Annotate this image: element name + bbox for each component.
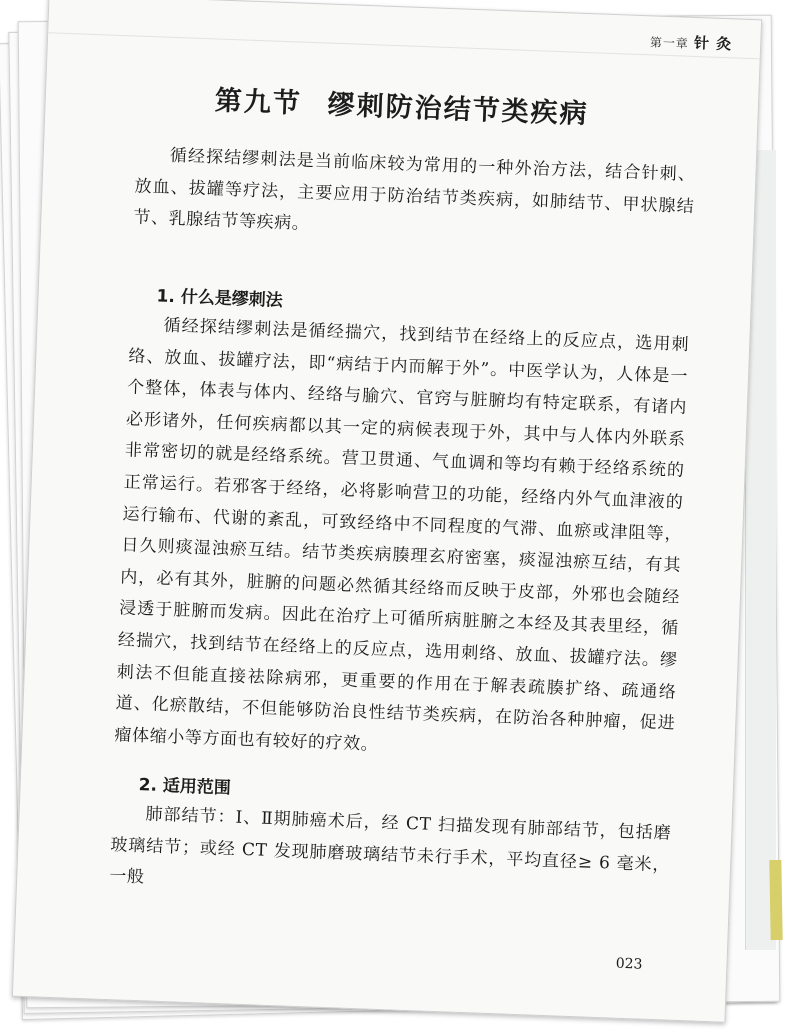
running-head (650, 30, 733, 54)
section-name: 缪刺防治结节类疾病 (327, 89, 590, 131)
section-number: 第九节 (214, 85, 303, 120)
intro-paragraph: 循经探结缪刺法是当前临床较为常用的一种外治方法，结合针刺、放血、拔罐等疗法，主要应用于防治结节类疾病，如肺结节、甲状腺结节、乳腺结节等疾病。 (133, 145, 696, 235)
intro-block (133, 140, 696, 255)
section-2-block (109, 798, 672, 913)
section-1-block (114, 309, 690, 772)
section-paragraph: 肺部结节：Ⅰ、Ⅱ期肺癌术后，经 CT 扫描发现有肺部结节，包括磨玻璃结节；或经 CT 发现肺磨玻璃结节未行手术，平均直径≥ 6 毫米，一般 (108, 804, 672, 888)
book-page (12, 0, 762, 1023)
section-heading: 2. 适用范围 (138, 775, 232, 799)
chapter-label: 第一章 (649, 35, 690, 51)
section-paragraph: 循经探结缪刺法是循经揣穴，找到结节在经络上的反应点，选用刺络、放血、拔罐疗法，即“病结于内而解于外”。中医学认为，人体是一个整体，体表与体内、经络与腧穴、官窍与脏腑均有特定联系，有诸内必形诸外，任何疾病都以其一定的病候表现于外，其中与人体内外联系非常密切的就是经络系统。营卫贯通、气血调和等均有赖于经络系统的正常运行。若邪客于经络，必将影响营卫的功能，经络内外气血津液的运行输布、代谢的紊乱，可致经络中不同程度的气滞、血瘀或津阻等，日久则痰湿浊瘀互结。结节类疾病腠理玄府密塞，痰湿浊瘀互结，有其内，必有其外，脏腑的问题必然循其经络而反映于皮部，外邪也会随经浸透于脏腑而发病。因此在治疗上可循所病脏腑之本经及其表里经，循经揣穴，找到结节在经络上的反应点，选用刺络、放血、拔罐疗法。缪刺法不但能直接祛除病邪，更重要的作用在于解表疏腠扩络、疏通络道、化瘀散结，不但能够防治良性结节类疾病，在防治各种肿瘤，促进瘤体缩小等方面也有较好的疗效。 (114, 315, 690, 755)
chapter-title: 针 灸 (693, 33, 733, 54)
page-tab-strip (769, 860, 782, 940)
section-title (45, 72, 758, 137)
section-heading: 1. 什么是缪刺法 (156, 286, 284, 312)
page-number: 023 (615, 955, 643, 973)
